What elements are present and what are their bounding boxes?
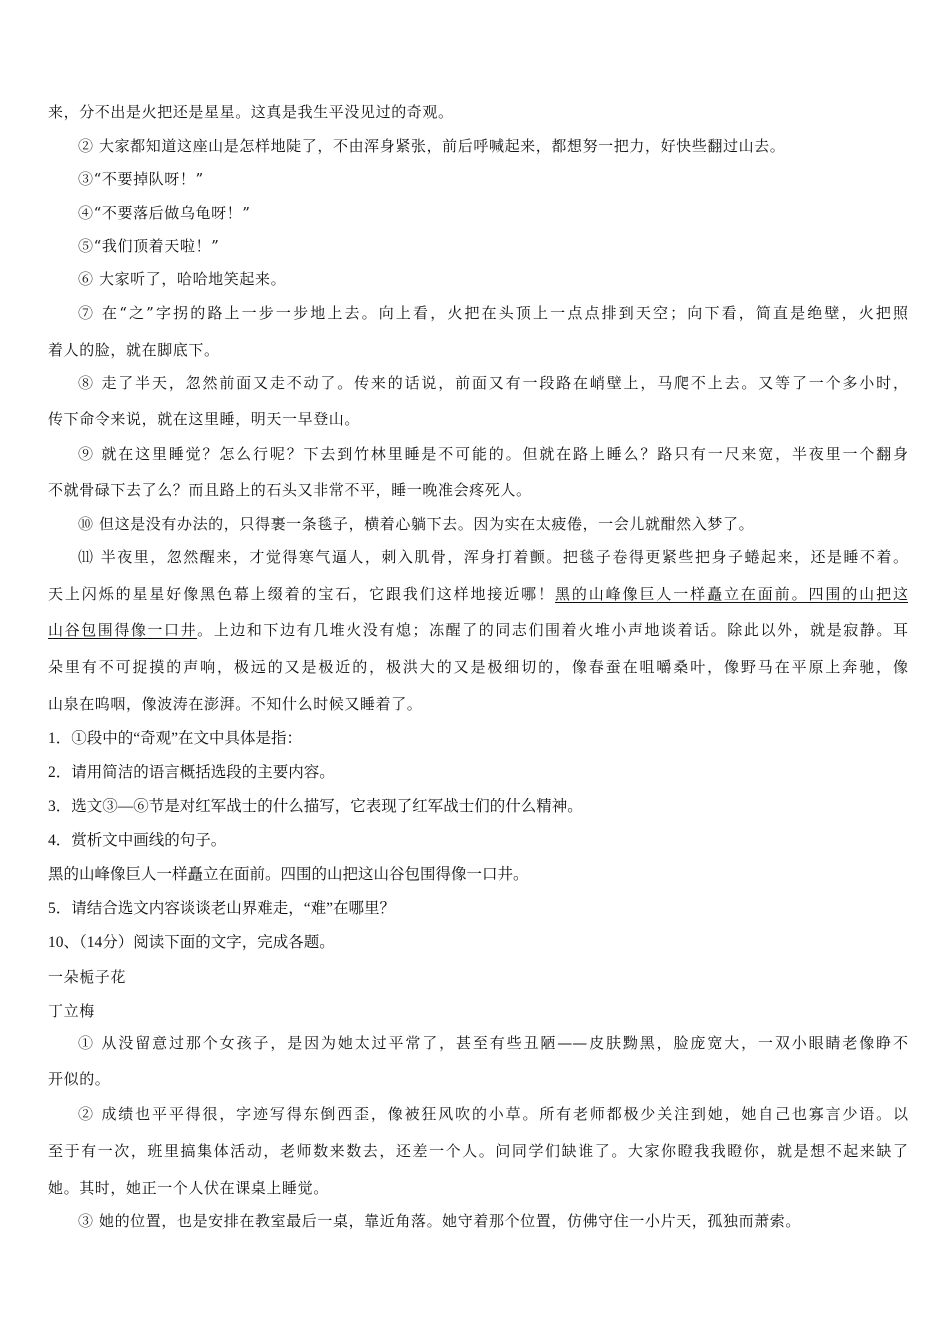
story-paragraph-7-line-2: 着人的脸，就在脚底下。 — [48, 341, 220, 359]
story-paragraph-11-line-5: 山泉在呜咽，像波涛在澎湃。不知什么时候又睡着了。 — [48, 695, 423, 713]
question-4-sentence: 黑的山峰像巨人一样矗立在面前。四围的山把这山谷包围得像一口井。 — [48, 866, 529, 883]
story-paragraph-6: ⑥ 大家听了，哈哈地笑起来。 — [78, 270, 287, 288]
story-paragraph-4: ④“不要落后做乌龟呀！” — [78, 204, 251, 222]
underlined-sentence: 黑的山峰像巨人一样矗立在面前。四围的山把这 — [554, 585, 908, 603]
article-paragraph-3: ③ 她的位置，也是安排在教室最后一桌，靠近角落。她守着那个位置，仿佛守住一小片天，孤独而萧索。 — [78, 1212, 801, 1230]
story-paragraph-9-line-2: 不就骨碌下去了么？而且路上的石头又非常不平，睡一晚准会疼死人。 — [48, 481, 532, 499]
question-2: 2．请用简洁的语言概括选段的主要内容。 — [48, 764, 335, 781]
story-paragraph-11-line-4: 朵里有不可捉摸的声响，极远的又是极近的，极洪大的又是极细切的，像春蚕在咀嚼桑叶，像野马在平原上奔驰，像 — [48, 658, 908, 676]
story-line: 来，分不出是火把还是星星。这真是我生平没见过的奇观。 — [48, 103, 454, 121]
story-text: 。上边和下边有几堆火没有熄；冻醒了的同志们围着火堆小声地谈着话。除此以外，就是寂静。耳 — [197, 621, 908, 639]
story-paragraph-11-line-2 — [48, 584, 908, 604]
article-paragraph-2-line-2: 至于有一次，班里搞集体活动，老师数来数去，还差一个人。问同学们缺谁了。大家你瞪我我瞪你，就是想不起来缺了 — [48, 1142, 908, 1160]
story-paragraph-8-line-1: ⑧ 走了半天，忽然前面又走不动了。传来的话说，前面又有一段路在峭壁上，马爬不上去。又等了一个多小时， — [78, 374, 908, 392]
question-3: 3．选文③—⑥节是对红军战士的什么描写，它表现了红军战士们的什么精神。 — [48, 798, 583, 815]
section-10-heading: 10、（14分）阅读下面的文字，完成各题。 — [48, 934, 335, 951]
article-paragraph-2-line-1: ② 成绩也平平得很，字迹写得东倒西歪，像被狂风吹的小草。所有老师都极少关注到她，她自己也寡言少语。以 — [78, 1105, 908, 1123]
story-paragraph-8-line-2: 传下命令来说，就在这里睡，明天一早登山。 — [48, 410, 361, 428]
story-paragraph-3: ③“不要掉队呀！” — [78, 170, 204, 188]
article-title: 一朵栀子花 — [48, 968, 127, 986]
article-paragraph-1-line-2: 开似的。 — [48, 1070, 111, 1088]
story-paragraph-9-line-1: ⑨ 就在这里睡觉？怎么行呢？下去到竹林里睡是不可能的。但就在路上睡么？路只有一尺来宽，半夜里一个翻身 — [78, 445, 908, 463]
question-1: 1．①段中的“奇观”在文中具体是指： — [48, 730, 303, 747]
article-author: 丁立梅 — [48, 1002, 95, 1020]
underlined-sentence: 山谷包围得像一口井 — [48, 621, 198, 639]
story-paragraph-7-line-1: ⑦ 在“之”字拐的路上一步一步地上去。向上看，火把在头顶上一点点排到天空；向下看，简直是绝壁，火把照 — [78, 304, 908, 322]
story-paragraph-5: ⑤“我们顶着天啦！” — [78, 237, 220, 255]
article-paragraph-2-line-3: 她。其时，她正一个人伏在课桌上睡觉。 — [48, 1179, 329, 1197]
story-paragraph-2: ② 大家都知道这座山是怎样地陡了，不由浑身紧张，前后呼喊起来，都想努一把力，好快些翻过山去。 — [78, 137, 786, 155]
story-paragraph-10: ⑩ 但这是没有办法的，只得裹一条毯子，横着心躺下去。因为实在太疲倦，一会儿就酣然入梦了。 — [78, 515, 755, 533]
story-text: 天上闪烁的星星好像黑色幕上缀着的宝石，它跟我们这样地接近哪！ — [48, 585, 555, 603]
story-paragraph-11-line-3 — [48, 620, 908, 640]
article-paragraph-1-line-1: ① 从没留意过那个女孩子，是因为她太过平常了，甚至有些丑陋——皮肤黝黑，脸庞宽大，一双小眼睛老像睁不 — [78, 1034, 908, 1052]
question-4: 4．赏析文中画线的句子。 — [48, 832, 227, 849]
story-paragraph-11-line-1: ⑾ 半夜里，忽然醒来，才觉得寒气逼人，刺入肌骨，浑身打着颤。把毯子卷得更紧些把身子蜷起来，还是睡不着。 — [78, 548, 908, 566]
question-5: 5．请结合选文内容谈谈老山界难走，“难”在哪里？ — [48, 900, 396, 917]
